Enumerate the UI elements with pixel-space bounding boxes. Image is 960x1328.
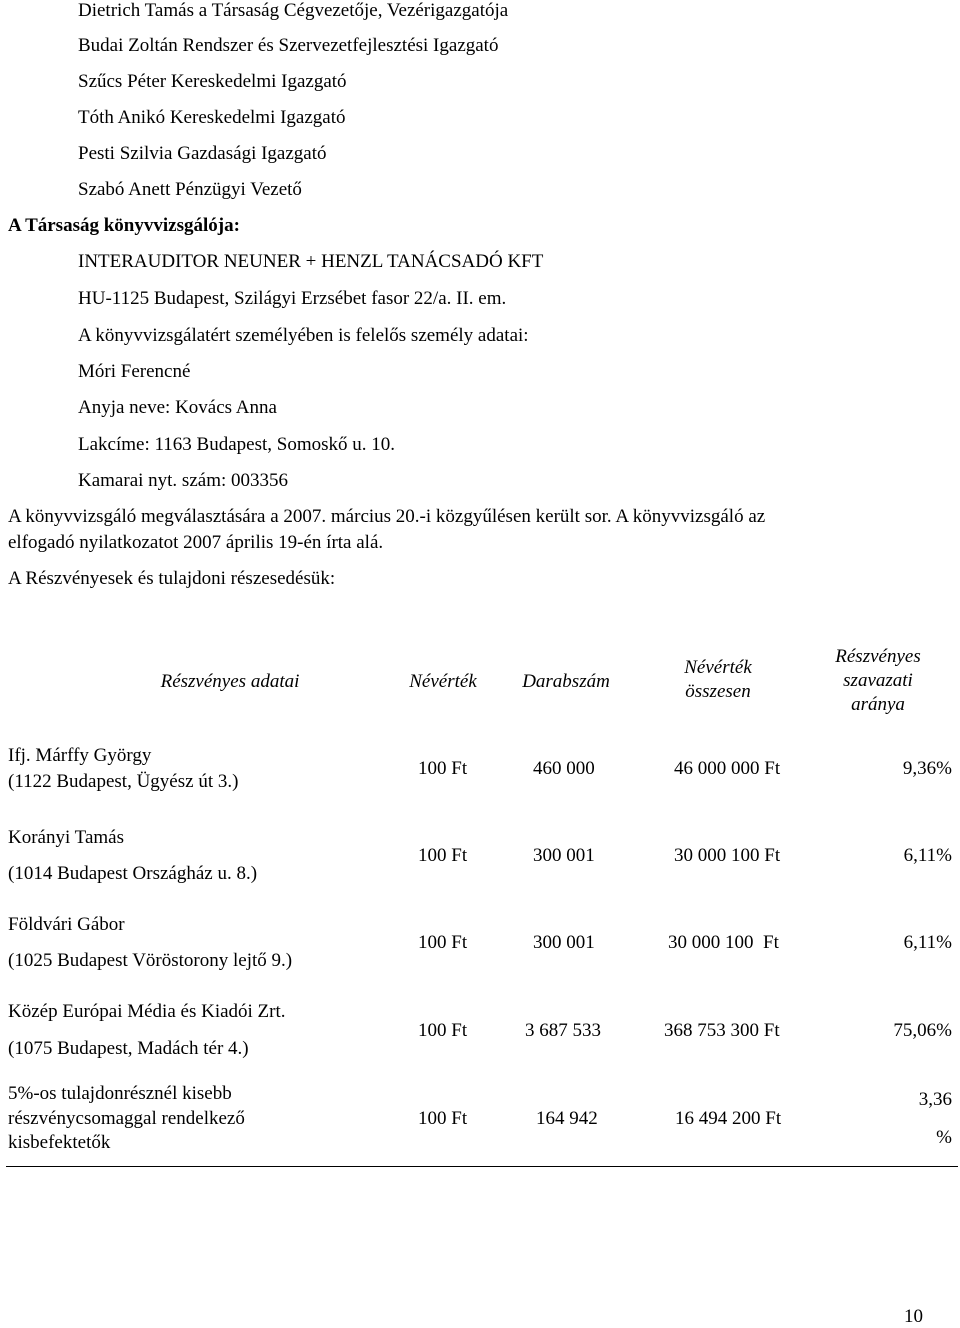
column-header-shareholder-data: Részvényes adatai: [160, 671, 300, 692]
table-bottom-rule: [6, 1166, 958, 1167]
shareholder-address: (1075 Budapest, Madách tér 4.): [8, 1038, 249, 1059]
officer-line: Szűcs Péter Kereskedelmi Igazgató: [78, 71, 347, 92]
cell-total: 16 494 200 Ft: [675, 1108, 782, 1129]
officer-line: Szabó Anett Pénzügyi Vezető: [78, 179, 302, 200]
cell-ratio: 9,36%: [902, 758, 952, 779]
column-header-share-count: Darabszám: [522, 671, 610, 692]
officer-line: Pesti Szilvia Gazdasági Igazgató: [78, 143, 327, 164]
column-header-total-nominal: [658, 656, 778, 704]
officer-line: Tóth Anikó Kereskedelmi Igazgató: [78, 107, 346, 128]
shareholder-name: kisbefektetők: [8, 1132, 111, 1153]
cell-nominal: 100 Ft: [418, 758, 468, 779]
column-header-line: aránya: [851, 694, 905, 715]
shareholder-name: Ifj. Márffy György: [8, 745, 152, 766]
auditor-chamber-number: Kamarai nyt. szám: 003356: [78, 470, 289, 491]
auditor-heading: A Társaság könyvvizsgálója:: [8, 215, 240, 236]
cell-count: 3 687 533: [525, 1020, 601, 1041]
auditor-mother-name: Anyja neve: Kovács Anna: [78, 397, 277, 418]
shareholder-address: (1122 Budapest, Ügyész út 3.): [8, 771, 239, 792]
cell-ratio: %: [936, 1127, 952, 1148]
auditor-address: HU-1125 Budapest, Szilágyi Erzsébet fasor 22/a. II. em.: [78, 288, 507, 309]
auditor-residence: Lakcíme: 1163 Budapest, Somoskő u. 10.: [78, 434, 395, 455]
cell-nominal: 100 Ft: [418, 1020, 468, 1041]
column-header-line: szavazati: [843, 670, 913, 691]
cell-ratio: 3,36: [918, 1089, 952, 1110]
cell-nominal: 100 Ft: [418, 1108, 468, 1129]
cell-total: 30 000 100 Ft: [674, 845, 781, 866]
cell-total: 46 000 000 Ft: [674, 758, 781, 779]
shareholder-address: (1025 Budapest Vöröstorony lejtő 9.): [8, 950, 293, 971]
auditor-election-note: elfogadó nyilatkozatot 2007 április 19-én írta alá.: [8, 532, 384, 553]
column-header-voting-ratio: [808, 645, 948, 717]
auditor-person-name: Móri Ferencné: [78, 361, 191, 382]
cell-ratio: 6,11%: [903, 932, 952, 953]
shareholder-name: Földvári Gábor: [8, 914, 125, 935]
shareholder-name: Korányi Tamás: [8, 827, 124, 848]
cell-nominal: 100 Ft: [418, 932, 468, 953]
shareholder-address: (1014 Budapest Országház u. 8.): [8, 863, 258, 884]
cell-ratio: 75,06%: [893, 1020, 952, 1041]
auditor-company: INTERAUDITOR NEUNER + HENZL TANÁCSADÓ KFT: [78, 251, 544, 272]
column-header-line: Részvényes: [835, 646, 921, 667]
cell-total: 368 753 300 Ft: [664, 1020, 780, 1041]
auditor-election-note: A könyvvizsgáló megválasztására a 2007. március 20.-i közgyűlésen került sor. A könyvvizsgáló az: [8, 506, 766, 527]
shareholder-name: Közép Európai Média és Kiadói Zrt.: [8, 1001, 286, 1022]
cell-total: 30 000 100 Ft: [668, 932, 779, 953]
cell-count: 460 000: [533, 758, 595, 779]
column-header-line: összesen: [685, 681, 751, 702]
shareholder-name: 5%-os tulajdonrésznél kisebb: [8, 1083, 232, 1104]
shareholder-name: részvénycsomaggal rendelkező: [8, 1108, 245, 1129]
page-number: 10: [904, 1306, 923, 1327]
column-header-line: Névérték: [684, 657, 752, 678]
auditor-person-intro: A könyvvizsgálatért személyében is felelős személy adatai:: [78, 325, 529, 346]
cell-count: 300 001: [533, 932, 595, 953]
cell-nominal: 100 Ft: [418, 845, 468, 866]
cell-count: 300 001: [533, 845, 595, 866]
column-header-nominal-value: Névérték: [409, 671, 477, 692]
shareholders-heading: A Részvényesek és tulajdoni részesedésük:: [8, 568, 336, 589]
cell-count: 164 942: [536, 1108, 598, 1129]
officer-line: Budai Zoltán Rendszer és Szervezetfejlesztési Igazgató: [78, 35, 499, 56]
cell-ratio: 6,11%: [903, 845, 952, 866]
officer-line: Dietrich Tamás a Társaság Cégvezetője, Vezérigazgatója: [78, 0, 509, 21]
